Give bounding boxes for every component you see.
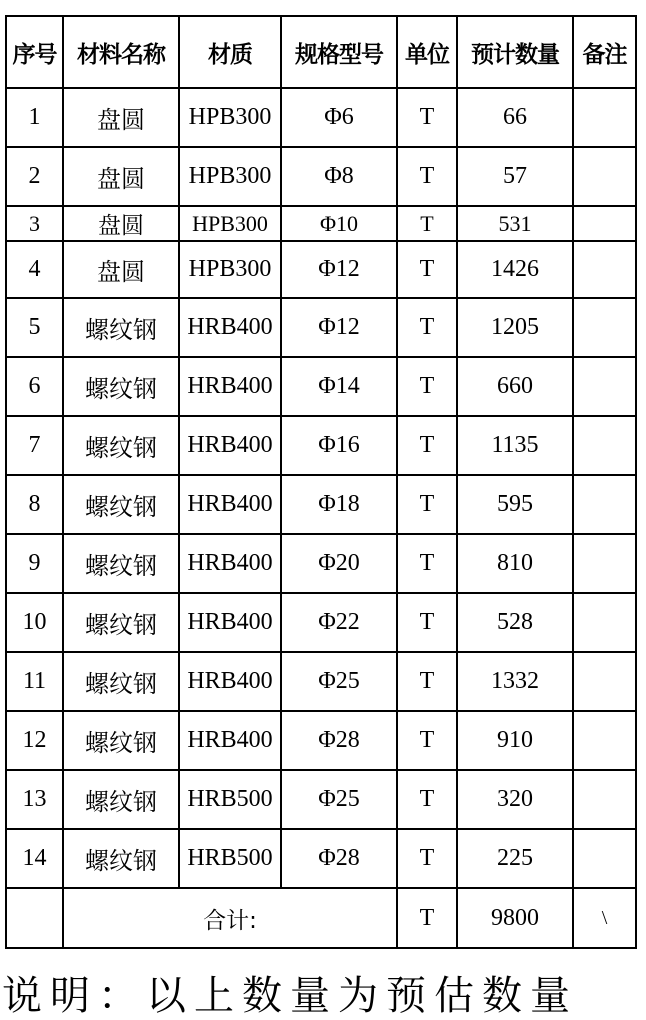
cell-grade: HRB400 bbox=[179, 475, 281, 534]
cell-grade: HRB400 bbox=[179, 593, 281, 652]
cell-spec: Φ22 bbox=[281, 593, 397, 652]
table-row bbox=[6, 475, 636, 534]
cell-unit: T bbox=[397, 770, 457, 829]
cell-no: 3 bbox=[6, 206, 63, 241]
cell-material-name: 盘圆 bbox=[63, 206, 179, 241]
cell-remark bbox=[573, 711, 636, 770]
cell-grade: HRB400 bbox=[179, 357, 281, 416]
cell-quantity: 1332 bbox=[457, 652, 573, 711]
header-quantity: 预计数量 bbox=[457, 16, 573, 88]
cell-no: 4 bbox=[6, 241, 63, 298]
cell-no: 13 bbox=[6, 770, 63, 829]
cell-remark bbox=[573, 88, 636, 147]
cell-material-name: 螺纹钢 bbox=[63, 652, 179, 711]
cell-material-name: 盘圆 bbox=[63, 88, 179, 147]
cell-no: 5 bbox=[6, 298, 63, 357]
total-row bbox=[6, 888, 636, 948]
cell-grade: HRB400 bbox=[179, 298, 281, 357]
cell-remark bbox=[573, 147, 636, 206]
cell-quantity: 1426 bbox=[457, 241, 573, 298]
table-row bbox=[6, 652, 636, 711]
cell-no: 11 bbox=[6, 652, 63, 711]
cell-grade: HPB300 bbox=[179, 147, 281, 206]
cell-material-name: 螺纹钢 bbox=[63, 770, 179, 829]
cell-spec: Φ8 bbox=[281, 147, 397, 206]
cell-quantity: 320 bbox=[457, 770, 573, 829]
cell-no: 12 bbox=[6, 711, 63, 770]
cell-unit: T bbox=[397, 357, 457, 416]
cell-remark bbox=[573, 652, 636, 711]
header-remark: 备注 bbox=[573, 16, 636, 88]
cell-material-name: 螺纹钢 bbox=[63, 298, 179, 357]
cell-quantity: 225 bbox=[457, 829, 573, 888]
cell-unit: T bbox=[397, 593, 457, 652]
cell-material-name: 螺纹钢 bbox=[63, 475, 179, 534]
cell-material-name: 螺纹钢 bbox=[63, 829, 179, 888]
materials-table bbox=[5, 15, 637, 949]
cell-spec: Φ25 bbox=[281, 770, 397, 829]
cell-remark bbox=[573, 534, 636, 593]
cell-no: 8 bbox=[6, 475, 63, 534]
table-row bbox=[6, 298, 636, 357]
cell-spec: Φ14 bbox=[281, 357, 397, 416]
total-unit: T bbox=[397, 888, 457, 948]
table-row bbox=[6, 711, 636, 770]
cell-quantity: 528 bbox=[457, 593, 573, 652]
cell-remark bbox=[573, 206, 636, 241]
cell-grade: HRB500 bbox=[179, 770, 281, 829]
table-row bbox=[6, 147, 636, 206]
footer-note: 说明：以上数量为预估数量 bbox=[2, 973, 578, 1019]
cell-grade: HPB300 bbox=[179, 206, 281, 241]
cell-material-name: 盘圆 bbox=[63, 147, 179, 206]
cell-remark bbox=[573, 770, 636, 829]
cell-remark bbox=[573, 593, 636, 652]
header-no: 序号 bbox=[6, 16, 63, 88]
cell-grade: HPB300 bbox=[179, 241, 281, 298]
cell-unit: T bbox=[397, 652, 457, 711]
cell-remark bbox=[573, 298, 636, 357]
cell-grade: HRB400 bbox=[179, 652, 281, 711]
cell-grade: HRB400 bbox=[179, 711, 281, 770]
cell-quantity: 595 bbox=[457, 475, 573, 534]
cell-no: 7 bbox=[6, 416, 63, 475]
cell-remark bbox=[573, 829, 636, 888]
cell-remark bbox=[573, 475, 636, 534]
cell-no: 14 bbox=[6, 829, 63, 888]
cell-unit: T bbox=[397, 475, 457, 534]
cell-unit: T bbox=[397, 206, 457, 241]
cell-spec: Φ18 bbox=[281, 475, 397, 534]
cell-material-name: 螺纹钢 bbox=[63, 534, 179, 593]
total-quantity: 9800 bbox=[457, 888, 573, 948]
cell-no: 9 bbox=[6, 534, 63, 593]
cell-quantity: 1205 bbox=[457, 298, 573, 357]
cell-remark bbox=[573, 357, 636, 416]
table-row bbox=[6, 829, 636, 888]
table-row bbox=[6, 416, 636, 475]
header-spec: 规格型号 bbox=[281, 16, 397, 88]
header-grade: 材质 bbox=[179, 16, 281, 88]
cell-spec: Φ16 bbox=[281, 416, 397, 475]
cell-grade: HPB300 bbox=[179, 88, 281, 147]
cell-unit: T bbox=[397, 88, 457, 147]
cell-material-name: 螺纹钢 bbox=[63, 711, 179, 770]
cell-spec: Φ20 bbox=[281, 534, 397, 593]
cell-spec: Φ25 bbox=[281, 652, 397, 711]
table-row bbox=[6, 770, 636, 829]
cell-material-name: 盘圆 bbox=[63, 241, 179, 298]
cell-unit: T bbox=[397, 534, 457, 593]
cell-spec: Φ6 bbox=[281, 88, 397, 147]
cell-no: 2 bbox=[6, 147, 63, 206]
cell-unit: T bbox=[397, 241, 457, 298]
cell-spec: Φ10 bbox=[281, 206, 397, 241]
cell-no: 6 bbox=[6, 357, 63, 416]
cell-quantity: 810 bbox=[457, 534, 573, 593]
cell-remark bbox=[573, 241, 636, 298]
cell-quantity: 660 bbox=[457, 357, 573, 416]
header-unit: 单位 bbox=[397, 16, 457, 88]
cell-quantity: 531 bbox=[457, 206, 573, 241]
cell-unit: T bbox=[397, 416, 457, 475]
cell-grade: HRB400 bbox=[179, 534, 281, 593]
table-row bbox=[6, 88, 636, 147]
cell-material-name: 螺纹钢 bbox=[63, 357, 179, 416]
cell-grade: HRB400 bbox=[179, 416, 281, 475]
header-row bbox=[6, 16, 636, 88]
cell-no: 10 bbox=[6, 593, 63, 652]
total-label: 合计: bbox=[63, 888, 397, 948]
cell-unit: T bbox=[397, 298, 457, 357]
cell-quantity: 66 bbox=[457, 88, 573, 147]
cell-material-name: 螺纹钢 bbox=[63, 416, 179, 475]
table-row bbox=[6, 357, 636, 416]
cell-unit: T bbox=[397, 147, 457, 206]
table-row bbox=[6, 241, 636, 298]
total-empty-cell bbox=[6, 888, 63, 948]
cell-material-name: 螺纹钢 bbox=[63, 593, 179, 652]
table-row bbox=[6, 593, 636, 652]
cell-spec: Φ12 bbox=[281, 241, 397, 298]
cell-remark bbox=[573, 416, 636, 475]
cell-unit: T bbox=[397, 711, 457, 770]
cell-quantity: 57 bbox=[457, 147, 573, 206]
table-row bbox=[6, 206, 636, 241]
cell-spec: Φ28 bbox=[281, 829, 397, 888]
cell-grade: HRB500 bbox=[179, 829, 281, 888]
cell-spec: Φ12 bbox=[281, 298, 397, 357]
table-row bbox=[6, 534, 636, 593]
header-material-name: 材料名称 bbox=[63, 16, 179, 88]
cell-quantity: 1135 bbox=[457, 416, 573, 475]
total-remark: \ bbox=[573, 888, 636, 948]
cell-unit: T bbox=[397, 829, 457, 888]
cell-spec: Φ28 bbox=[281, 711, 397, 770]
cell-no: 1 bbox=[6, 88, 63, 147]
cell-quantity: 910 bbox=[457, 711, 573, 770]
